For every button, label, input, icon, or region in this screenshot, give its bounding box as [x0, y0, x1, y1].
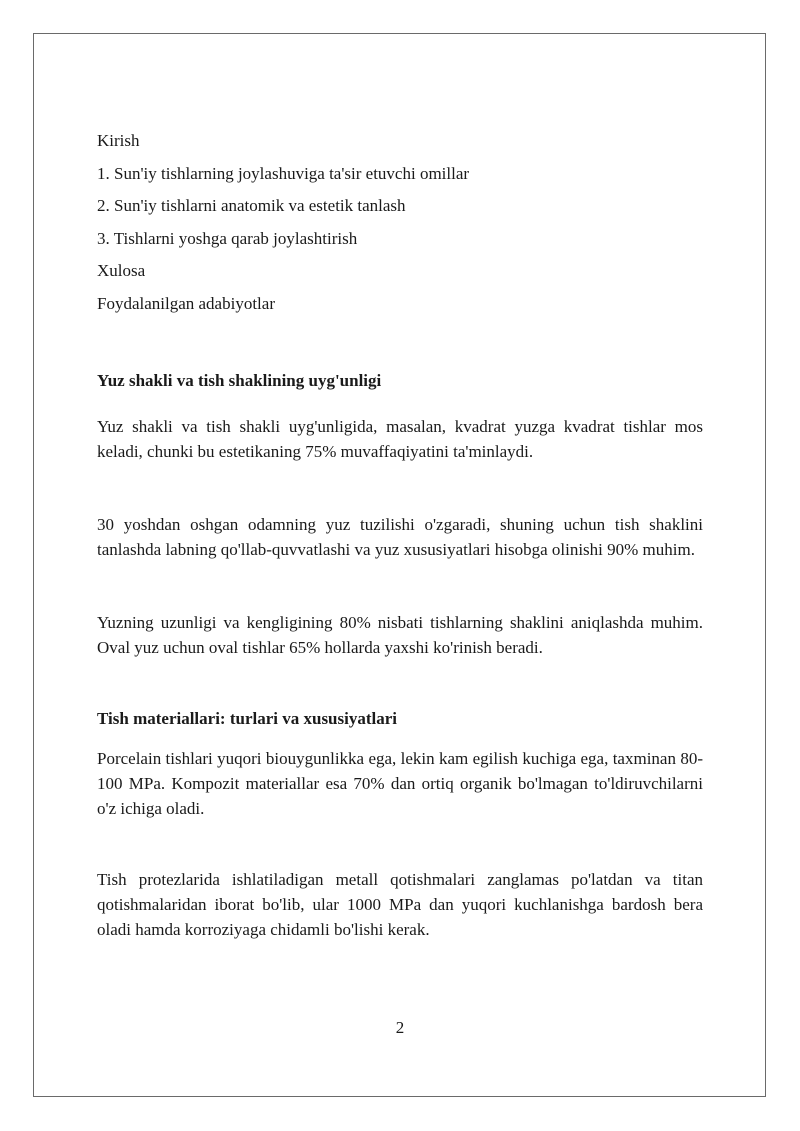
section-heading-face-tooth-harmony: Yuz shakli va tish shaklining uyg'unligi: [97, 370, 382, 390]
section-heading-tooth-materials: Tish materiallari: turlari va xususiyatlari: [97, 708, 398, 728]
paragraph: Tish protezlarida ishlatiladigan metall qotishmalari zanglamas po'latdan va titan qotishmalaridan iborat bo'lib, ular 1000 MPa dan yuqori kuchlanishga bardosh bera oladi hamda korroziyaga chidamli bo'lishi kerak.: [97, 869, 703, 939]
toc-item-references: Foydalanilgan adabiyotlar: [97, 293, 275, 313]
paragraph: Yuz shakli va tish shakli uyg'unligida, masalan, kvadrat yuzga kvadrat tishlar mos keladi, chunki bu estetikaning 75% muvaffaqiyatini ta'minlaydi.: [97, 416, 703, 461]
paragraph: Yuzning uzunligi va kengligining 80% nisbati tishlarning shaklini aniqlashda muhim. Oval yuz uchun oval tishlar 65% hollarda yaxshi ko'rinish beradi.: [97, 612, 703, 657]
toc-item-chapter-2: 2. Sun'iy tishlarni anatomik va estetik tanlash: [97, 196, 406, 215]
paragraph: 30 yoshdan oshgan odamning yuz tuzilishi o'zgaradi, shuning uchun tish shaklini tanlashda labning qo'llab-quvvatlashi va yuz xususiyatlari hisobga olinishi 90% muhim.: [97, 514, 703, 559]
toc-item-intro: Kirish: [97, 131, 140, 150]
paragraph: Porcelain tishlari yuqori biouygunlikka ega, lekin kam egilish kuchiga ega, taxminan 80-100 MPa. Kompozit materiallar esa 70% dan ortiq organik bo'lmagan to'ldiruvchilarni o'z ichiga oladi.: [97, 748, 703, 818]
table-of-contents: [97, 128, 703, 316]
toc-item-chapter-1: 1. Sun'iy tishlarning joylashuviga ta'sir etuvchi omillar: [97, 163, 470, 183]
document-body: [97, 128, 703, 942]
page-number: 2: [395, 1018, 405, 1037]
toc-item-conclusion: Xulosa: [97, 261, 146, 280]
toc-item-chapter-3: 3. Tishlarni yoshga qarab joylashtirish: [97, 228, 358, 248]
